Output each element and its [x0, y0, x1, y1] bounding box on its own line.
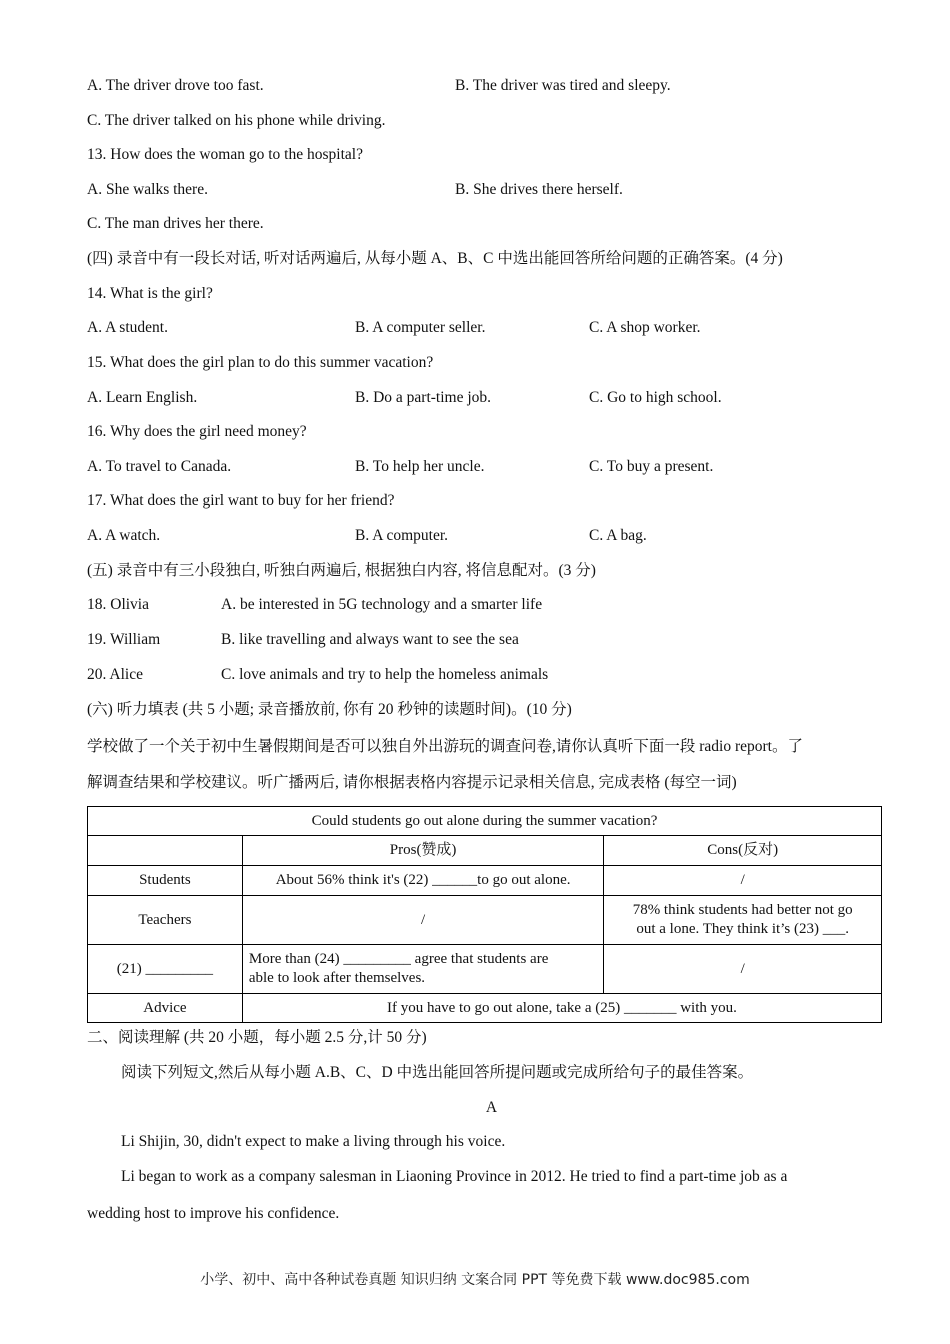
- q12-option-a: A. The driver drove too fast.: [87, 77, 264, 94]
- reading-heading: 二、阅读理解 (共 20 小题，每小题 2.5 分,计 50 分): [87, 1029, 427, 1046]
- students-label: Students: [88, 866, 243, 896]
- q14-option-b: B. A computer seller.: [355, 319, 486, 336]
- q13-question: 13. How does the woman go to the hospital?: [87, 146, 363, 163]
- passage-label: A: [485, 1099, 498, 1116]
- survey-table: [87, 806, 882, 1023]
- teachers-cons-line1: 78% think students had better not go: [632, 902, 853, 918]
- q14-option-c: C. A shop worker.: [589, 319, 701, 336]
- row3-pros-line2: able to look after themselves.: [248, 970, 426, 986]
- q14-question: 14. What is the girl?: [87, 285, 213, 302]
- q17-option-c: C. A bag.: [589, 527, 647, 544]
- q14-option-a: A. A student.: [87, 319, 168, 336]
- section5-instruction: (五) 录音中有三小段独白, 听独白两遍后, 根据独白内容, 将信息配对。(3 分): [87, 562, 596, 579]
- teachers-label: Teachers: [88, 896, 243, 945]
- q13-option-a: A. She walks there.: [87, 181, 208, 198]
- match-name: 18. Olivia: [87, 596, 149, 613]
- q16-option-c: C. To buy a present.: [589, 458, 714, 475]
- q16-option-a: A. To travel to Canada.: [87, 458, 232, 475]
- table-corner-cell: [88, 836, 243, 866]
- q13-option-b: B. She drives there herself.: [455, 181, 623, 198]
- match-option: A. be interested in 5G technology and a smarter life: [221, 596, 543, 613]
- row3-pros-line1: More than (24) _________ agree that students are: [248, 951, 549, 967]
- passage-paragraph-2-line1: Li began to work as a company salesman in Liaoning Province in 2012. He tried to find a part-time job as a: [121, 1168, 788, 1185]
- row3-label: (21) _________: [88, 945, 243, 994]
- q17-option-b: B. A computer.: [355, 527, 448, 544]
- cons-header: Cons(反对): [604, 836, 882, 866]
- row3-cons: /: [604, 945, 882, 994]
- q16-option-b: B. To help her uncle.: [355, 458, 485, 475]
- passage-paragraph-2-line2: wedding host to improve his confidence.: [87, 1205, 340, 1222]
- q15-question: 15. What does the girl plan to do this summer vacation?: [87, 354, 434, 371]
- q17-option-a: A. A watch.: [87, 527, 161, 544]
- q12-option-c: C. The driver talked on his phone while driving.: [87, 112, 386, 129]
- teachers-cons-line2: out a lone. They think it’s (23) ___.: [636, 921, 849, 937]
- teachers-pros: /: [242, 896, 604, 945]
- teachers-cons: [604, 896, 882, 945]
- section6-instruction: (六) 听力填表 (共 5 小题; 录音播放前, 你有 20 秒钟的读题时间)。(10 分): [87, 701, 572, 718]
- q17-question: 17. What does the girl want to buy for her friend?: [87, 492, 395, 509]
- q15-option-a: A. Learn English.: [87, 389, 198, 406]
- q12-option-b: B. The driver was tired and sleepy.: [455, 77, 671, 94]
- q15-option-b: B. Do a part-time job.: [355, 389, 492, 406]
- q13-option-c: C. The man drives her there.: [87, 215, 264, 232]
- students-cons: /: [604, 866, 882, 896]
- reading-instruction: 阅读下列短文,然后从每小题 A.B、C、D 中选出能回答所提问题或完成所给句子的最佳答案。: [121, 1064, 754, 1081]
- section4-instruction: (四) 录音中有一段长对话, 听对话两遍后, 从每小题 A、B、C 中选出能回答所给问题的正确答案。(4 分): [87, 250, 783, 267]
- advice-text: If you have to go out alone, take a (25) _______ with you.: [242, 994, 881, 1023]
- pros-header: Pros(赞成): [242, 836, 604, 866]
- match-name: 19. William: [87, 631, 161, 648]
- match-option: B. like travelling and always want to see the sea: [221, 631, 519, 648]
- table-title: Could students go out alone during the summer vacation?: [88, 807, 882, 836]
- section6-intro-line1: 学校做了一个关于初中生暑假期间是否可以独自外出游玩的调查问卷,请你认真听下面一段 radio report。了: [87, 738, 803, 755]
- q15-option-c: C. Go to high school.: [589, 389, 722, 406]
- page-footer: 小学、初中、高中各种试卷真题 知识归纳 文案合同 PPT 等免费下载 www.doc985.com: [200, 1272, 750, 1288]
- match-option: C. love animals and try to help the homeless animals: [221, 666, 549, 683]
- row3-pros: [242, 945, 604, 994]
- match-name: 20. Alice: [87, 666, 143, 683]
- section6-intro-line2: 解调查结果和学校建议。听广播两后, 请你根据表格内容提示记录相关信息, 完成表格 (每空一词): [87, 774, 737, 791]
- passage-paragraph-1: Li Shijin, 30, didn't expect to make a living through his voice.: [121, 1133, 506, 1150]
- advice-label: Advice: [88, 994, 243, 1023]
- q16-question: 16. Why does the girl need money?: [87, 423, 307, 440]
- students-pros: About 56% think it's (22) ______to go out alone.: [242, 866, 604, 896]
